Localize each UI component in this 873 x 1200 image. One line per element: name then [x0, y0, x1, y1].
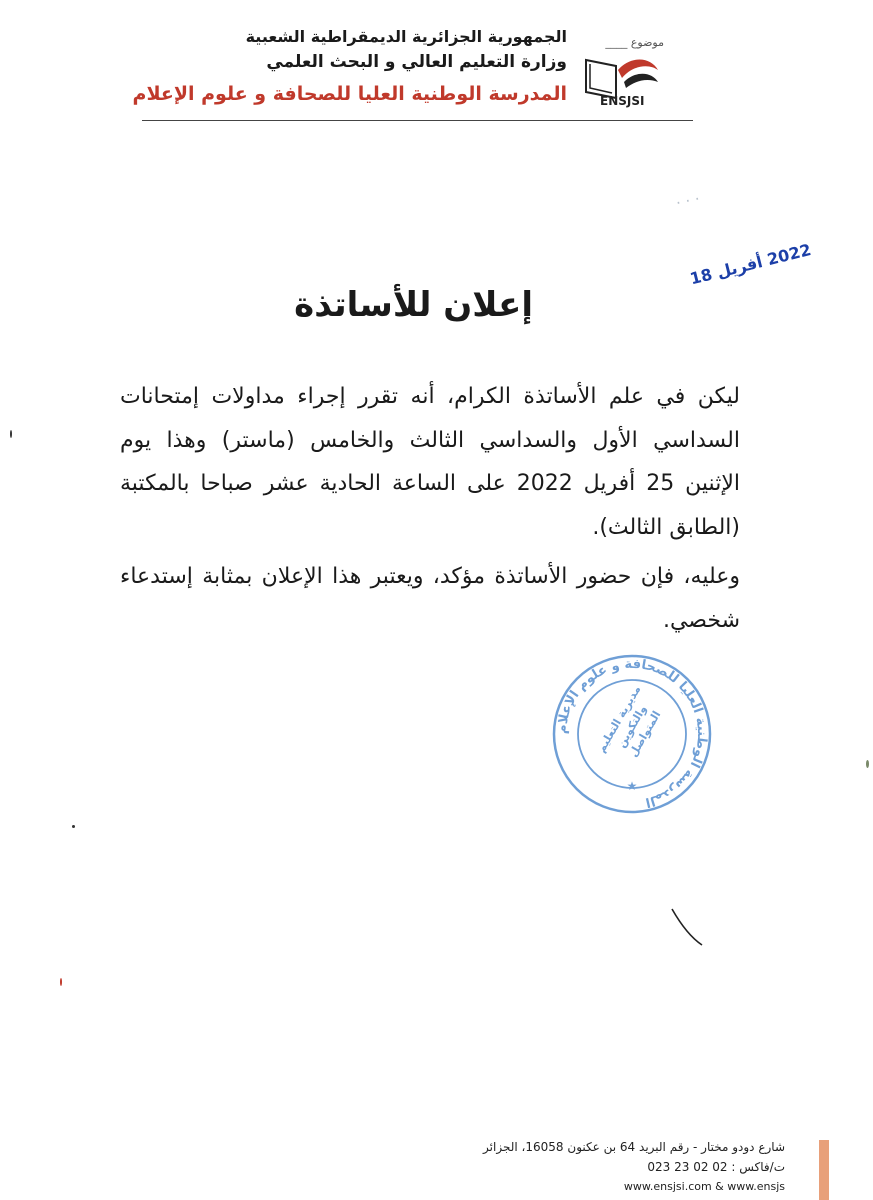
subject-mark: موضوع ____ [605, 36, 664, 49]
footer-phone: ت/فاكس : 02 02 23 023 [647, 1160, 785, 1174]
page-title: إعلان للأساتذة [294, 285, 533, 325]
footer-website: www.ensjsi.com & www.ensjs [623, 1180, 785, 1193]
stamp-outer-text: المدرسة الوطنية العليا للصحافة و علوم الإعلام [554, 656, 710, 810]
scan-speck [72, 825, 75, 828]
pen-mark [668, 905, 708, 950]
svg-text:★: ★ [626, 779, 638, 793]
footer-address: شارع دودو مختار - رقم البريد 64 بن عكنون 16058، الجزائر [483, 1140, 785, 1154]
announcement-body [120, 375, 740, 642]
header-school: المدرسة الوطنية العليا للصحافة و علوم الإعلام [132, 83, 567, 105]
stamp-inner-text: مديرية التعليم والتكوين المتواصل [594, 683, 664, 760]
official-stamp [548, 650, 716, 818]
header-ministry: وزارة التعليم العالي و البحث العلمي [266, 52, 567, 72]
footer-accent-bar [819, 1140, 829, 1200]
scan-speck [866, 760, 869, 768]
scan-speck [60, 978, 62, 986]
date-stamp: 2022 أفريل 18 [688, 239, 814, 289]
header-republic: الجمهورية الجزائرية الديمقراطية الشعبية [245, 27, 567, 46]
scan-speck [10, 430, 12, 438]
body-paragraph-2: وعليه، فإن حضور الأساتذة مؤكد، ويعتبر هذا الإعلان بمثابة إستدعاء شخصي. [120, 564, 740, 633]
school-logo [578, 48, 664, 112]
header-rule [142, 120, 693, 121]
logo-text: ENSJSI [600, 94, 645, 108]
faint-reference-mark: · · · [674, 189, 702, 213]
body-paragraph-1: ليكن في علم الأساتذة الكرام، أنه تقرر إجراء مداولات إمتحانات السداسي الأول والسداسي الثالث والخامس (ماستر) وهذا يوم الإثنين 25 أفريل 2022 على الساعة الحادية عشر صباحا بالمكتبة (الطابق الثالث). [120, 384, 740, 540]
